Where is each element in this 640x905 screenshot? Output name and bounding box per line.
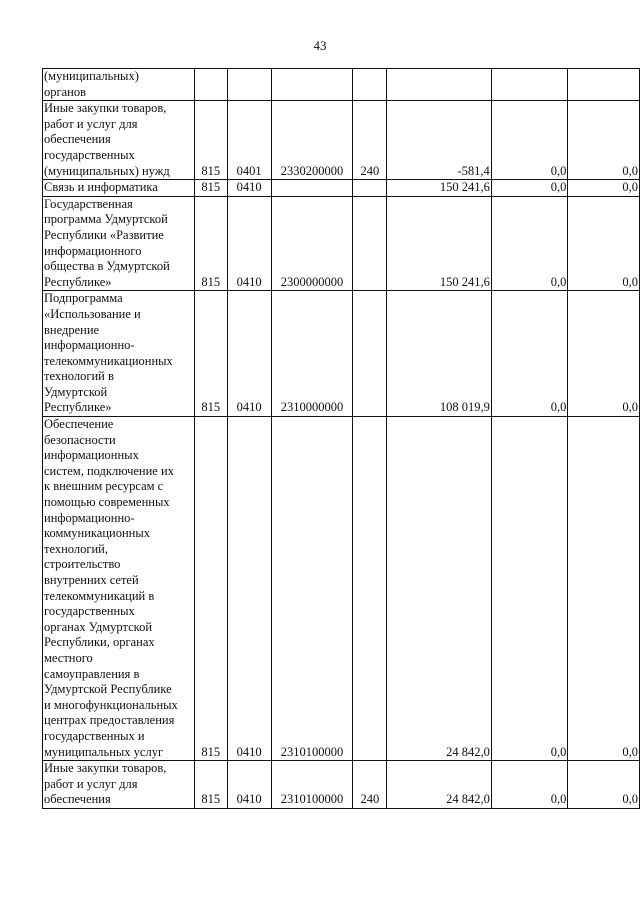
sum-cell-3: 0,0 [568, 180, 640, 197]
sum-cell-1 [387, 69, 491, 101]
sum-cell-2 [491, 69, 568, 101]
table-row [43, 101, 640, 180]
razdel-cell: 0410 [227, 761, 271, 809]
vedomstvo-cell: 815 [194, 196, 227, 291]
expense-type-cell [353, 69, 387, 101]
table-row [43, 761, 640, 809]
expense-type-cell: 240 [353, 761, 387, 809]
vedomstvo-cell: 815 [194, 417, 227, 761]
target-article-cell: 2310100000 [271, 417, 353, 761]
table-row [43, 180, 640, 197]
sum-cell-2: 0,0 [491, 180, 568, 197]
sum-cell-1: -581,4 [387, 101, 491, 180]
row-name-cell [43, 196, 195, 291]
row-name: Иные закупки товаров, работ и услуг для обеспечения государственных (муниципальных) нужд [44, 101, 170, 178]
row-name: Подпрограмма «Использование и внедрение информационно- телекоммуникационных технологий в Удмуртской Республике» [44, 291, 173, 415]
target-article-cell: 2310100000 [271, 761, 353, 809]
row-name-cell [43, 180, 195, 197]
sum-cell-3 [568, 69, 640, 101]
target-article-cell: 2300000000 [271, 196, 353, 291]
row-name: Иные закупки товаров, работ и услуг для обеспечения [44, 761, 167, 807]
row-name-cell [43, 101, 195, 180]
target-article-cell [271, 180, 353, 197]
razdel-cell: 0401 [227, 101, 271, 180]
target-article-cell [271, 69, 353, 101]
target-article-cell: 2330200000 [271, 101, 353, 180]
sum-cell-1: 24 842,0 [387, 417, 491, 761]
target-article-cell: 2310000000 [271, 291, 353, 417]
table-row [43, 196, 640, 291]
sum-cell-1: 108 019,9 [387, 291, 491, 417]
row-name: Обеспечение безопасности информационных систем, подключение их к внешним ресурсам с помощью современных информационно- коммуникационных технологий, строительство внутренних сетей телекоммуникаций в государственных органах Удмуртской Республики, органах местного самоуправления в Удмуртской Республике и многофункциональных центрах предоставления государственных и муниципальных услуг [44, 417, 178, 759]
budget-table [42, 68, 640, 809]
expense-type-cell [353, 180, 387, 197]
razdel-cell: 0410 [227, 417, 271, 761]
row-name-cell [43, 291, 195, 417]
sum-cell-3: 0,0 [568, 291, 640, 417]
sum-cell-2: 0,0 [491, 196, 568, 291]
table-row [43, 69, 640, 101]
sum-cell-2: 0,0 [491, 761, 568, 809]
razdel-cell [227, 69, 271, 101]
row-name-cell [43, 417, 195, 761]
razdel-cell: 0410 [227, 180, 271, 197]
expense-type-cell [353, 291, 387, 417]
row-name: Государственная программа Удмуртской Республики «Развитие информационного общества в Удмуртской Республике» [44, 196, 170, 289]
row-name-cell [43, 761, 195, 809]
vedomstvo-cell: 815 [194, 180, 227, 197]
sum-cell-3: 0,0 [568, 761, 640, 809]
sum-cell-3: 0,0 [568, 417, 640, 761]
table-row [43, 417, 640, 761]
expense-type-cell [353, 196, 387, 291]
sum-cell-3: 0,0 [568, 101, 640, 180]
expense-type-cell [353, 417, 387, 761]
sum-cell-2: 0,0 [491, 101, 568, 180]
sum-cell-2: 0,0 [491, 291, 568, 417]
razdel-cell: 0410 [227, 196, 271, 291]
vedomstvo-cell: 815 [194, 761, 227, 809]
sum-cell-2: 0,0 [491, 417, 568, 761]
vedomstvo-cell: 815 [194, 291, 227, 417]
row-name: (муниципальных) органов [44, 69, 139, 99]
table-row [43, 291, 640, 417]
row-name: Связь и информатика [44, 180, 158, 195]
razdel-cell: 0410 [227, 291, 271, 417]
sum-cell-3: 0,0 [568, 196, 640, 291]
sum-cell-1: 24 842,0 [387, 761, 491, 809]
row-name-cell [43, 69, 195, 101]
sum-cell-1: 150 241,6 [387, 196, 491, 291]
vedomstvo-cell [194, 69, 227, 101]
page-number: 43 [313, 38, 327, 53]
sum-cell-1: 150 241,6 [387, 180, 491, 197]
vedomstvo-cell: 815 [194, 101, 227, 180]
expense-type-cell: 240 [353, 101, 387, 180]
